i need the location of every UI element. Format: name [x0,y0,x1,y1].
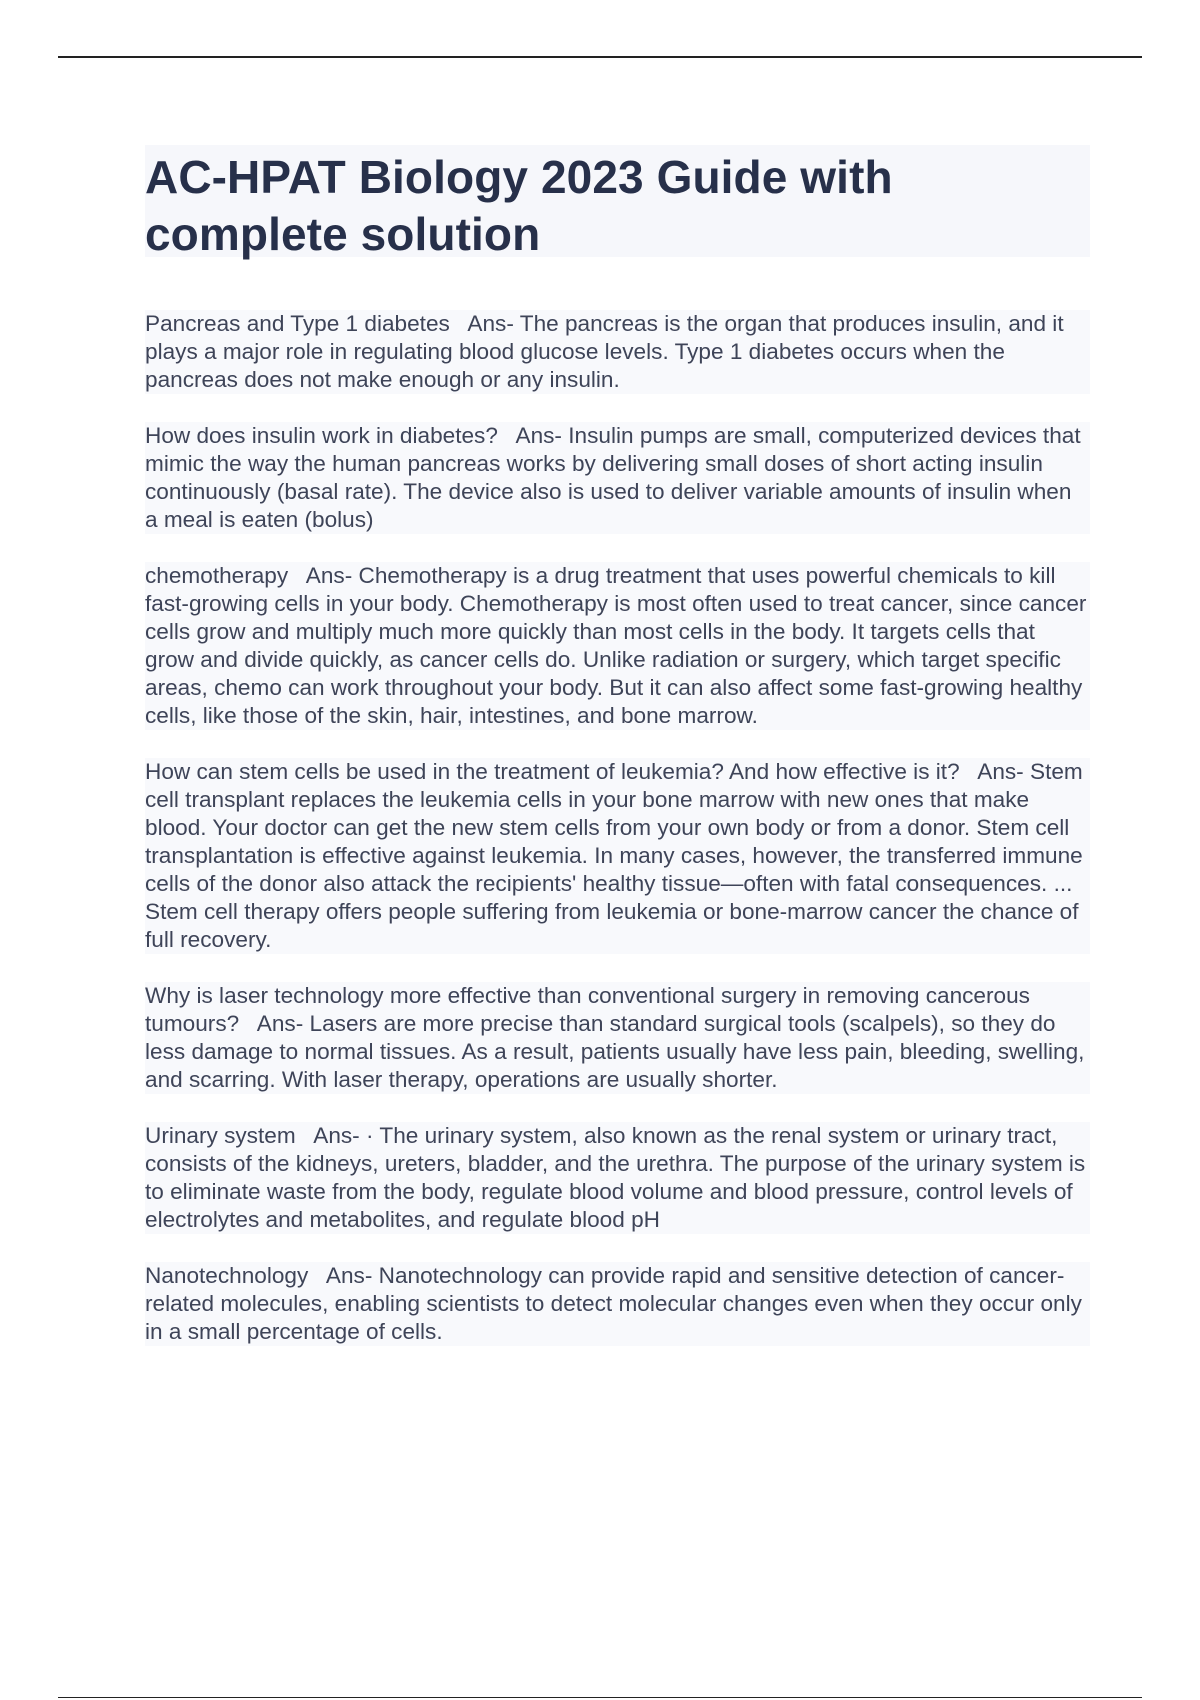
question-text: Nanotechnology [145,1263,309,1288]
qa-item [145,758,1090,954]
answer-prefix: Ans- [256,1011,304,1036]
answer-text: Lasers are more precise than standard surgical tools (scalpels), so they do less damage to normal tissues. As a result, patients usually have less pain, bleeding, swelling, and scarring. With laser therapy, operations are usually shorter. [145,1011,1085,1092]
qa-item [145,422,1090,534]
answer-prefix: Ans- [313,1123,360,1148]
qa-list [145,310,1090,1374]
top-divider [58,56,1142,58]
answer-text: Chemotherapy is a drug treatment that uses powerful chemicals to kill fast-growing cells in your body. Chemotherapy is most often used to treat cancer, since cancer cells grow and multiply much more quickly than most cells in the body. It targets cells that grow and divide quickly, as cancer cells do. Unlike radiation or surgery, which target specific areas, chemo can work throughout your body. But it can also affect some fast-growing healthy cells, like those of the skin, hair, intestines, and bone marrow. [145,563,1087,728]
question-text: chemotherapy [145,563,289,588]
answer-text: Stem cell transplant replaces the leukemia cells in your bone marrow with new ones that make blood. Your doctor can get the new stem cells from your own body or from a donor. Stem cell transplantation is effective against leukemia. In many cases, however, the transferred immune cells of the donor also attack the recipients' healthy tissue—often with fatal consequences. ... Stem cell therapy offers people suffering from leukemia or bone-marrow cancer the chance of full recovery. [145,759,1083,952]
question-text: How can stem cells be used in the treatment of leukemia? And how effective is it? [145,759,960,784]
answer-text: · The urinary system, also known as the renal system or urinary tract, consists of the kidneys, ureters, bladder, and the urethra. The purpose of the urinary system is to eliminate waste from the body, regulate blood volume and blood pressure, control levels of electrolytes and metabolites, and regulate blood pH [145,1123,1086,1232]
page-title: AC-HPAT Biology 2023 Guide with complete solution [145,151,893,260]
qa-item [145,310,1090,394]
title-block [145,145,1090,260]
qa-item [145,1122,1090,1234]
qa-item [145,1262,1090,1346]
answer-prefix: Ans- [977,759,1024,784]
answer-prefix: Ans- [467,311,514,336]
answer-text: The pancreas is the organ that produces insulin, and it plays a major role in regulating blood glucose levels. Type 1 diabetes occurs when the pancreas does not make enough or any insulin. [145,311,1064,392]
answer-prefix: Ans- [325,1263,373,1288]
question-text: Why is laser technology more effective than conventional surgery in removing cancerous tumours? [145,983,1030,1036]
qa-item [145,982,1090,1094]
answer-text: Insulin pumps are small, computerized devices that mimic the way the human pancreas works by delivering small doses of short acting insulin continuously (basal rate). The device also is used to deliver variable amounts of insulin when a meal is eaten (bolus) [145,423,1081,532]
answer-prefix: Ans- [305,563,353,588]
question-text: How does insulin work in diabetes? [145,423,498,448]
answer-text: Nanotechnology can provide rapid and sensitive detection of cancer-related molecules, enabling scientists to detect molecular changes even when they occur only in a small percentage of cells. [145,1263,1082,1344]
bottom-divider [58,1697,1142,1698]
answer-prefix: Ans- [515,423,562,448]
qa-item [145,562,1090,730]
question-text: Pancreas and Type 1 diabetes [145,311,450,336]
question-text: Urinary system [145,1123,296,1148]
